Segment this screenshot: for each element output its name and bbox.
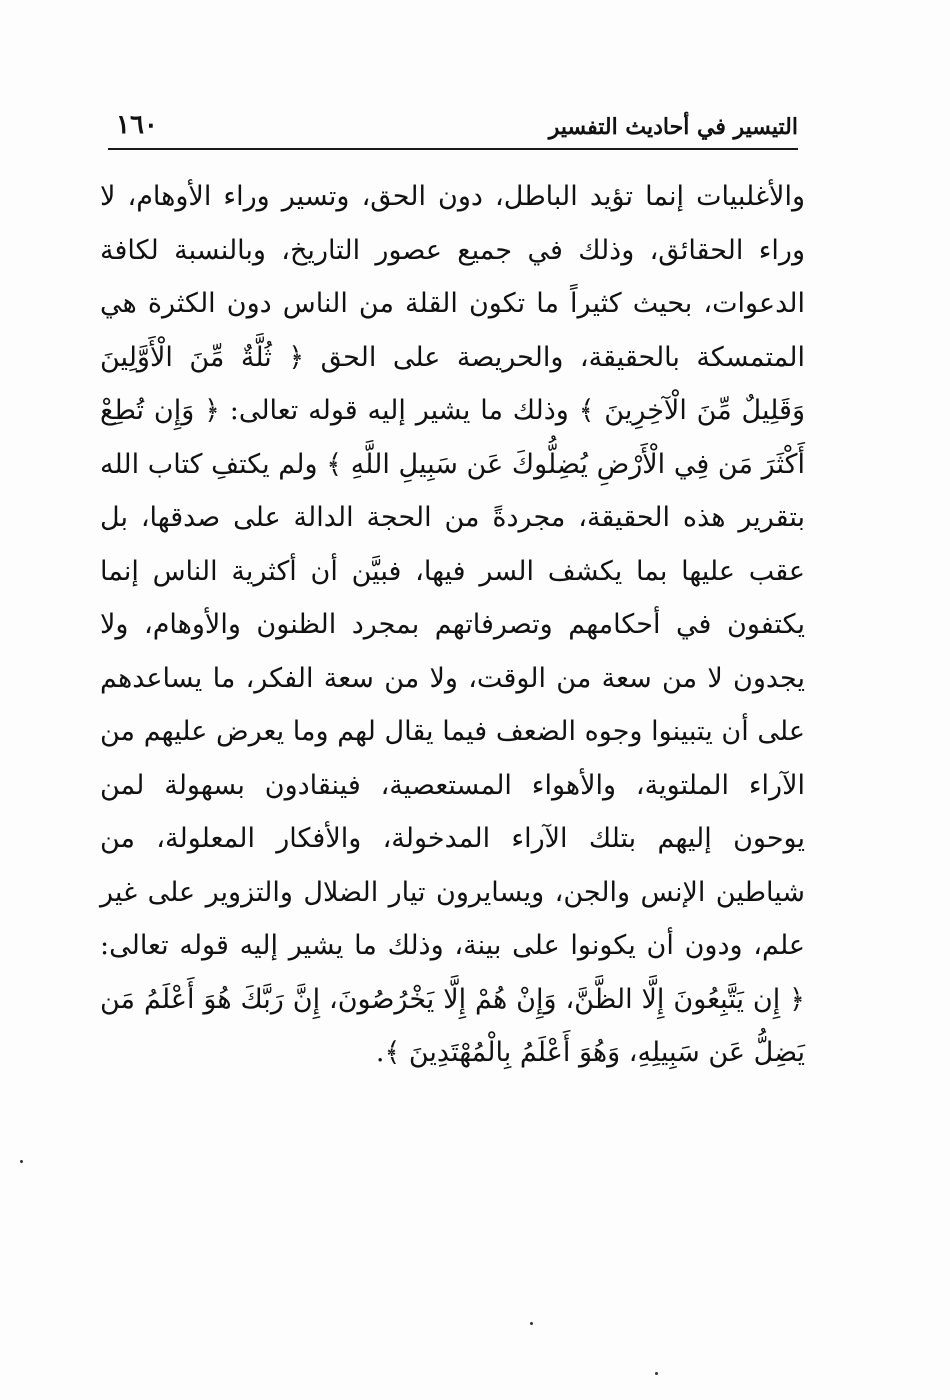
running-title: التيسير في أحاديث التفسير <box>548 114 798 140</box>
scan-speck <box>655 1372 658 1375</box>
scan-speck <box>530 1322 533 1325</box>
page-header <box>108 108 798 150</box>
body-paragraph: والأغلبيات إنما تؤيد الباطل، دون الحق، وتسير وراء الأوهام، لا وراء الحقائق، وذلك في جميع عصور التاريخ، وبالنسبة لكافة الدعوات، بحيث كثيراً ما تكون القلة من الناس دون الكثرة هي المتمسكة بالحقيقة، والحريصة على الحق ﴿ ثُلَّةٌ مِّنَ الْأَوَّلِينَ وَقَلِيلٌ مِّنَ الْآخِرِينَ ﴾ وذلك ما يشير إليه قوله تعالى: ﴿ وَإِن تُطِعْ أَكْثَرَ مَن فِي الْأَرْضِ يُضِلُّوكَ عَن سَبِيلِ اللَّهِ ﴾ ولم يكتفِ كتاب الله بتقرير هذه الحقيقة، مجردةً من الحجة الدالة على صدقها، بل عقب عليها بما يكشف السر فيها، فبيَّن أن أكثرية الناس إنما يكتفون في أحكامهم وتصرفاتهم بمجرد الظنون والأوهام، ولا يجدون لا من سعة من الوقت، ولا من سعة الفكر، ما يساعدهم على أن يتبينوا وجوه الضعف فيما يقال لهم وما يعرض عليهم من الآراء الملتوية، والأهواء المستعصية، فينقادون بسهولة لمن يوحون إليهم بتلك الآراء المدخولة، والأفكار المعلولة، من شياطين الإنس والجن، ويسايرون تيار الضلال والتزوير على غير علم، ودون أن يكونوا على بينة، وذلك ما يشير إليه قوله تعالى: ﴿ إِن يَتَّبِعُونَ إِلَّا الظَّنَّ، وَإِنْ هُمْ إِلَّا يَخْرُصُونَ، إِنَّ رَبَّكَ هُوَ أَعْلَمُ مَن يَضِلُّ عَن سَبِيلِهِ، وَهُوَ أَعْلَمُ بِالْمُهْتَدِينَ ﴾. <box>100 181 805 1068</box>
scan-speck <box>20 1160 23 1163</box>
page-number: ١٦٠ <box>116 110 158 140</box>
main-text <box>100 170 805 1080</box>
